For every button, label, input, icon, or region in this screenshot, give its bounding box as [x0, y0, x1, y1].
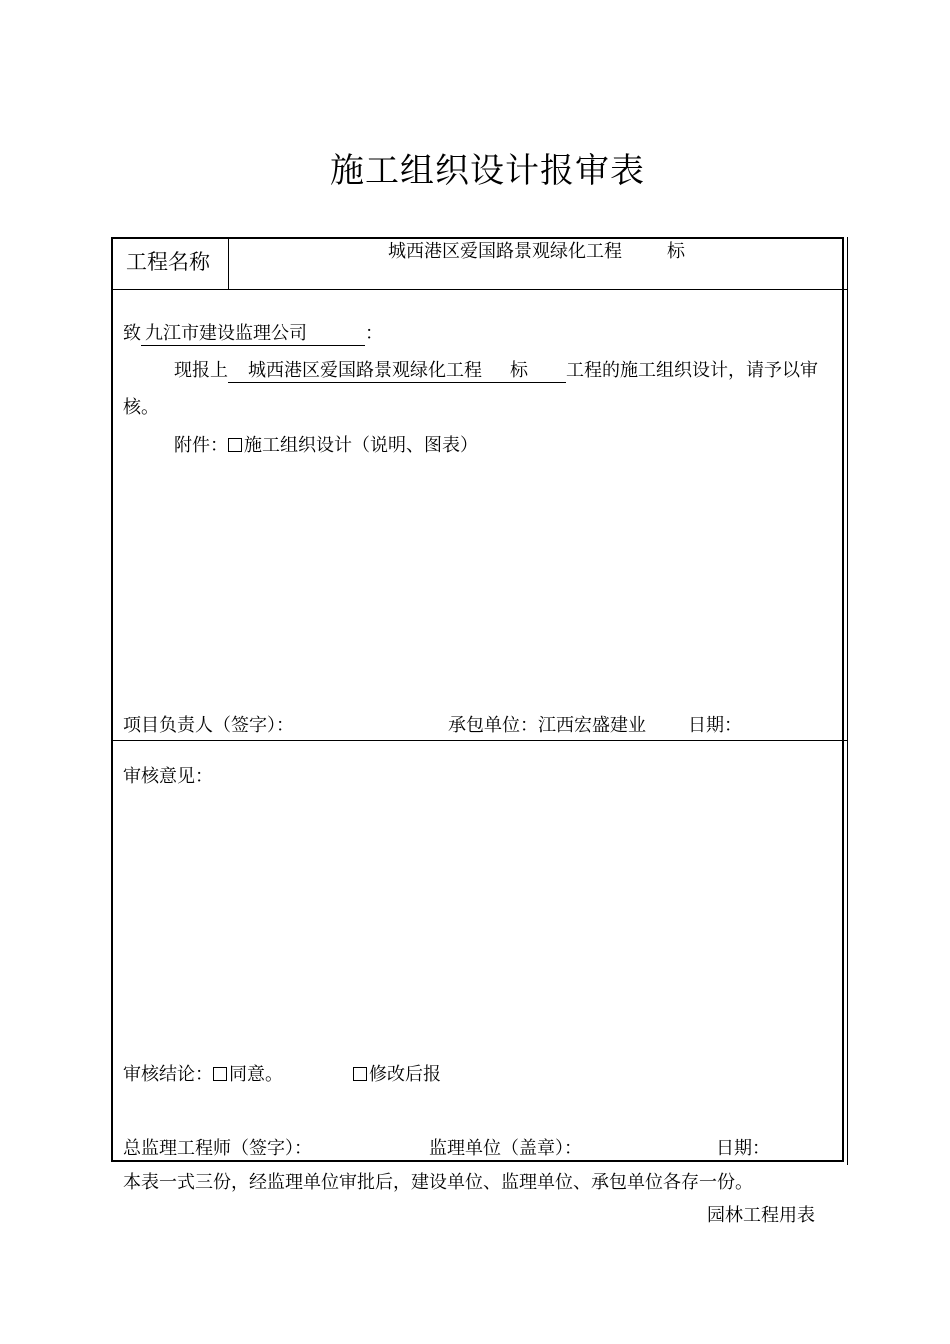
review-opinion-label: 审核意见：: [123, 766, 213, 787]
footer-note: 本表一式三份，经监理单位审批后，建设单位、监理单位、承包单位各存一份。: [123, 1172, 753, 1193]
review-date-label: 日期：: [716, 1138, 770, 1159]
attachment-item: 施工组织设计（说明、图表）: [244, 435, 478, 456]
submission-line: [174, 362, 818, 383]
project-name-label: 工程名称: [126, 250, 210, 274]
divider: [847, 237, 848, 1165]
addressee-colon: ：: [365, 323, 383, 344]
supervision-unit-label: 监理单位（盖章）：: [429, 1138, 582, 1159]
submission-line-wrap: 核。: [123, 397, 159, 418]
addressee-prefix: 致: [123, 323, 141, 344]
contractor-label: 承包单位：江西宏盛建业: [448, 715, 646, 736]
divider: [111, 740, 847, 741]
submission-project-suffix: 标: [510, 360, 528, 381]
signer-label: 项目负责人（签字）：: [123, 715, 294, 736]
conclusion-label: 审核结论：: [123, 1064, 213, 1085]
project-name-value: 城西港区爱国路景观绿化工程: [388, 241, 622, 262]
addressee-company: 九江市建设监理公司: [141, 325, 365, 346]
submission-rest: 工程的施工组织设计，请予以审: [566, 360, 818, 381]
revise-option: [353, 1066, 441, 1084]
form-type-label: 园林工程用表: [707, 1205, 815, 1226]
revise-checkbox[interactable]: [353, 1067, 367, 1081]
submission-date-label: 日期：: [688, 715, 742, 736]
chief-engineer-label: 总监理工程师（签字）：: [123, 1138, 312, 1159]
divider: [228, 238, 229, 289]
project-name-suffix: 标: [667, 241, 685, 262]
page-title: 施工组织设计报审表: [330, 151, 645, 191]
divider: [111, 289, 847, 290]
addressee-line: [123, 325, 383, 346]
agree-checkbox[interactable]: [213, 1067, 227, 1081]
attachment-line: [174, 437, 478, 455]
attachment-label: 附件：: [174, 435, 228, 456]
submission-project-field: [228, 362, 566, 383]
revise-option-label: 修改后报: [369, 1064, 441, 1085]
review-conclusion-line: [123, 1066, 283, 1084]
submission-project: 城西港区爱国路景观绿化工程: [248, 360, 482, 381]
attachment-checkbox[interactable]: [228, 438, 242, 452]
submission-prefix: 现报上: [174, 360, 228, 381]
agree-option-label: 同意。: [229, 1064, 283, 1085]
